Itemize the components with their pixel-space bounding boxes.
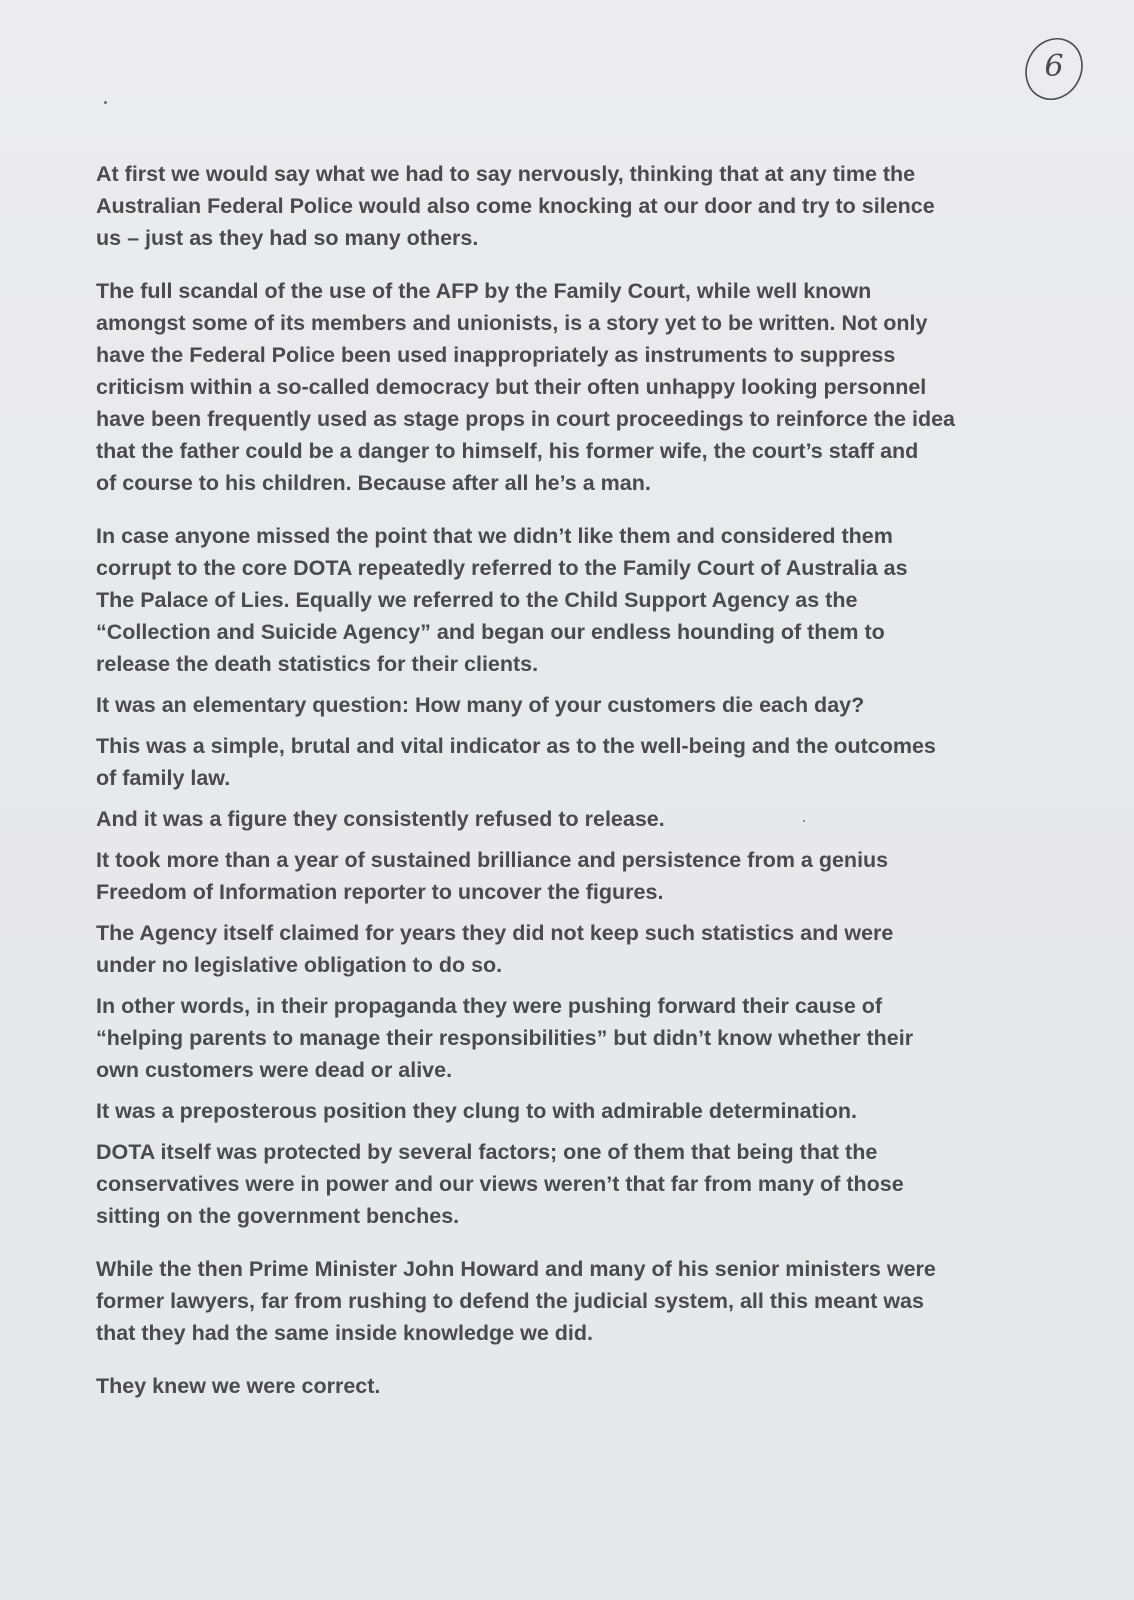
paragraph: While the then Prime Minister John Howard and many of his senior ministers were former lawyers, far from rushing to defend the judicial system, all this meant was that they had the same inside knowledge we did.: [96, 1257, 936, 1345]
paragraph: The Agency itself claimed for years they did not keep such statistics and were under no legislative obligation to do so.: [96, 921, 894, 977]
paragraph: They knew we were correct.: [96, 1374, 381, 1398]
paragraph: It was a preposterous position they clung to with admirable determination.: [96, 1099, 857, 1123]
page-number-text: 6: [1044, 49, 1064, 84]
paragraph: In other words, in their propaganda they were pushing forward their cause of “helping parents to manage their responsibilities” but didn’t know whether their own customers were dead or alive.: [96, 994, 914, 1082]
paragraph: DOTA itself was protected by several factors; one of them that being that the conservatives were in power and our views weren’t that far from many of those sitting on the government benches.: [96, 1140, 904, 1228]
paragraph: It was an elementary question: How many of your customers die each day?: [96, 693, 865, 717]
paragraph: It took more than a year of sustained brilliance and persistence from a genius Freedom of Information reporter to uncover the figures.: [96, 848, 889, 904]
paragraph: This was a simple, brutal and vital indicator as to the well-being and the outcomes of family law.: [96, 734, 936, 790]
scan-speck: [104, 101, 107, 104]
document-body: [96, 158, 1031, 1402]
paragraph: And it was a figure they consistently refused to release.: [96, 807, 665, 831]
paragraph: At first we would say what we had to say nervously, thinking that at any time the Australian Federal Police would also come knocking at our door and try to silence us – just as they had so many others.: [96, 162, 935, 250]
paragraph: In case anyone missed the point that we didn’t like them and considered them corrupt to the core DOTA repeatedly referred to the Family Court of Australia as The Palace of Lies. Equally we referred to the Child Support Agency as the “Collection and Suicide Agency” and began our endless hounding of them to release the death statistics for their clients.: [96, 524, 908, 676]
paragraph: The full scandal of the use of the AFP by the Family Court, while well known amongst some of its members and unionists, is a story yet to be written. Not only have the Federal Police been used inappropriately as instruments to suppress criticism within a so-called democracy but their often unhappy looking personnel have been frequently used as stage props in court proceedings to reinforce the idea that the father could be a danger to himself, his former wife, the court’s staff and of course to his children. Because after all he’s a man.: [96, 279, 956, 495]
handwritten-page-number: [1022, 34, 1086, 104]
